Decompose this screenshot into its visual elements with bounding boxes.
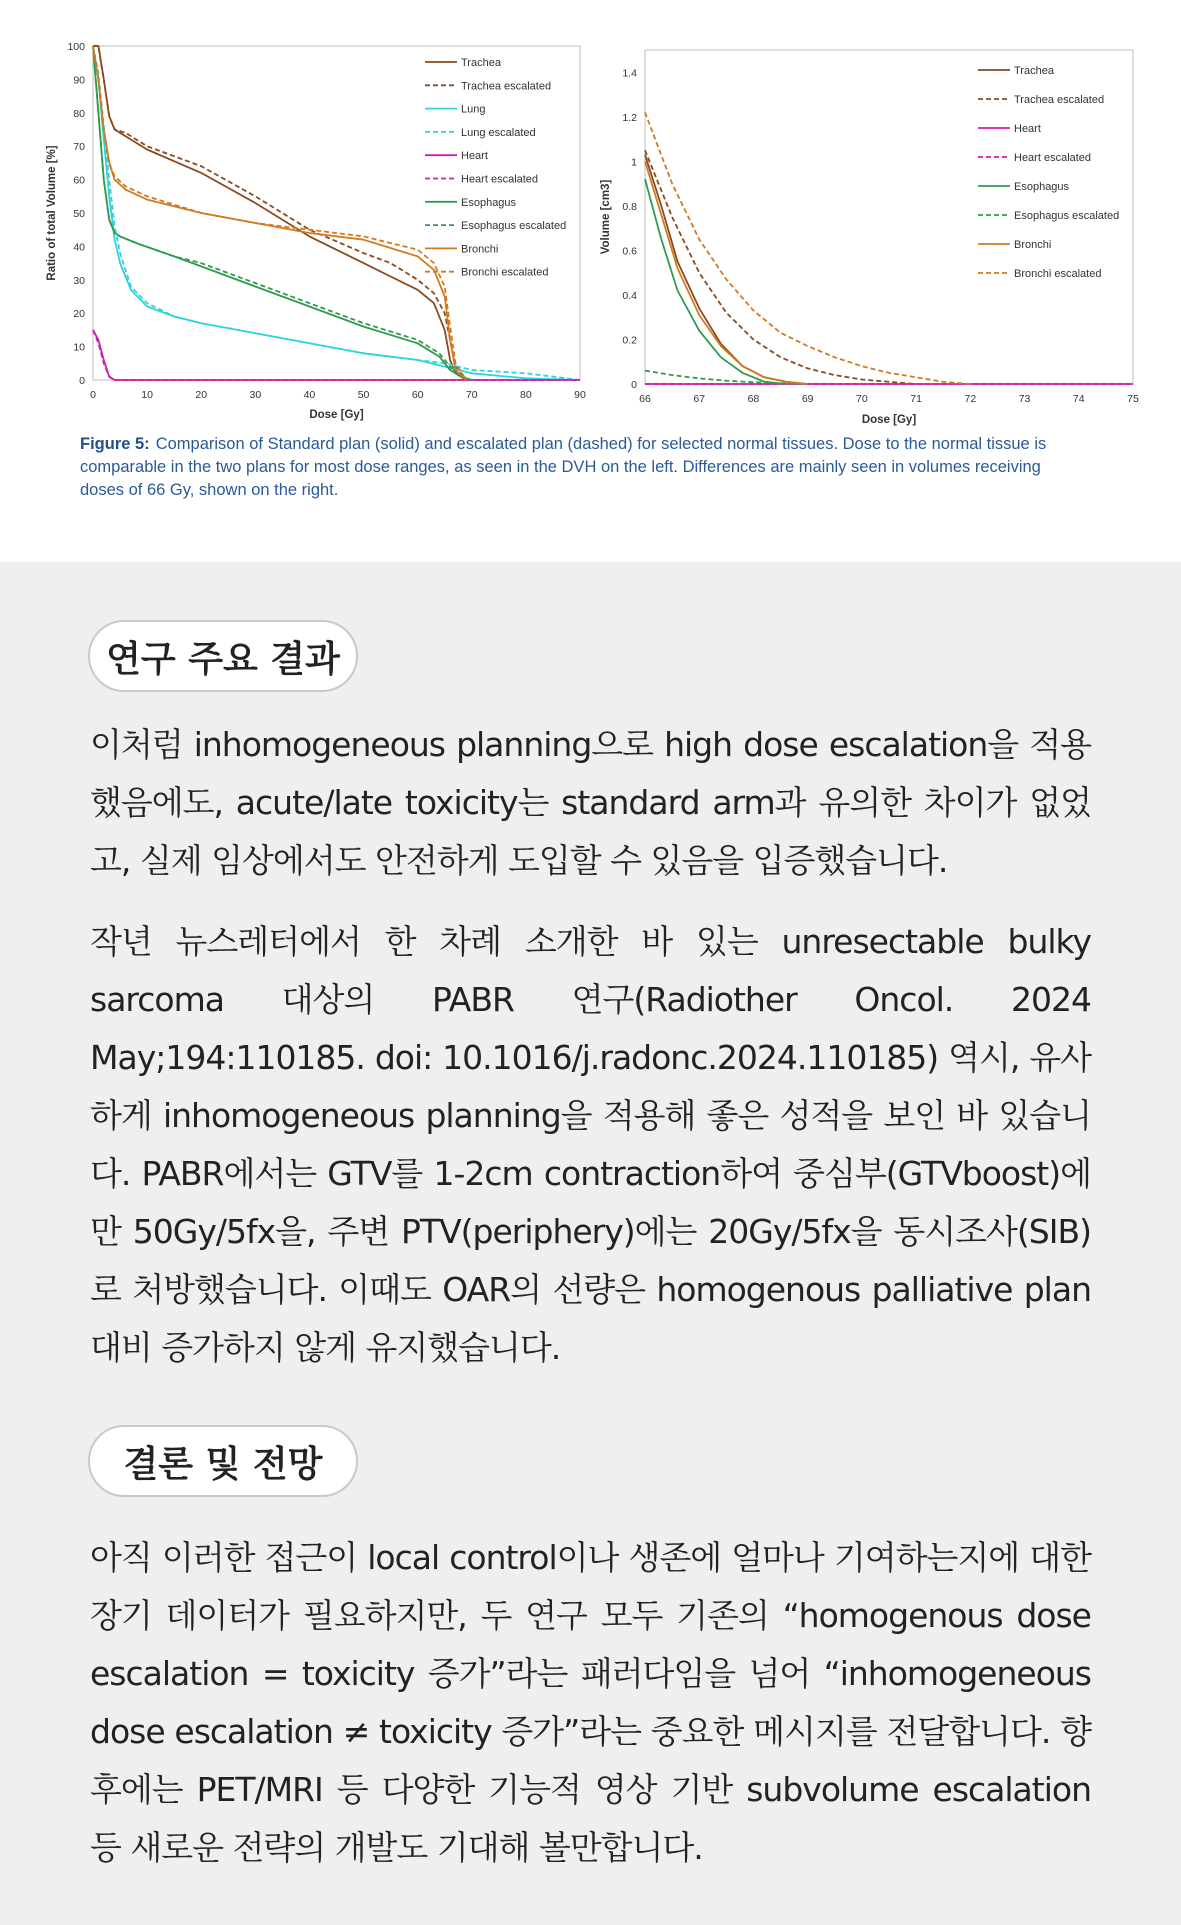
legend-entry: Heart escalated: [461, 173, 539, 186]
section-heading-results: 연구 주요 결과: [88, 620, 358, 692]
legend-entry: Trachea escalated: [461, 80, 552, 93]
y-tick-label: 50: [73, 208, 85, 220]
x-tick-label: 0: [90, 389, 96, 401]
x-tick-label: 50: [357, 389, 370, 401]
y-tick-label: 80: [73, 107, 85, 120]
legend-entry: Bronchi: [461, 243, 499, 256]
y-axis-label: Volume [cm3]: [600, 179, 612, 255]
figure-charts: [0, 0, 1181, 430]
x-tick-label: 73: [1018, 393, 1031, 405]
y-tick-label: 0.8: [622, 200, 637, 213]
y-tick-label: 70: [73, 141, 85, 154]
legend-entry: Lung escalated: [461, 126, 536, 139]
legend-entry: Bronchi: [1014, 239, 1052, 251]
figure-caption: [80, 433, 1080, 502]
x-tick-label: 72: [964, 393, 977, 405]
y-tick-label: 1: [631, 156, 637, 169]
dvh-chart-left: [46, 41, 586, 421]
x-tick-label: 68: [747, 393, 760, 405]
x-tick-label: 20: [195, 389, 208, 401]
results-paragraph-1: 이처럼 inhomogeneous planning으로 high dose escalation을 적용했음에도, acute/late toxicity는 standard arm과 유의한 차이가 없었고, 실제 임상에서도 안전하게 도입할 수 있음을 입증했습니다.: [90, 725, 1091, 880]
legend-entry: Bronchi escalated: [461, 266, 549, 279]
legend-entry: Esophagus escalated: [461, 220, 567, 233]
x-axis-label: Dose [Gy]: [309, 409, 364, 421]
x-tick-label: 80: [520, 389, 532, 401]
x-tick-label: 67: [693, 393, 706, 405]
legend-entry: Trachea escalated: [1014, 94, 1105, 106]
x-tick-label: 66: [639, 393, 651, 405]
y-axis-label: Ratio of total Volume [%]: [46, 145, 58, 281]
y-tick-label: 60: [73, 174, 85, 187]
y-tick-label: 0.6: [622, 245, 637, 258]
x-tick-label: 69: [801, 393, 814, 405]
x-tick-label: 74: [1072, 393, 1085, 405]
y-tick-label: 90: [73, 74, 85, 87]
dvh-chart-right: [600, 50, 1139, 426]
legend-entry: Heart: [461, 150, 488, 163]
legend-entry: Bronchi escalated: [1014, 268, 1102, 280]
y-tick-label: 30: [73, 274, 85, 287]
y-tick-label: 1.2: [622, 111, 637, 124]
legend-entry: Heart: [1014, 123, 1041, 135]
y-tick-label: 1.4: [622, 67, 637, 80]
x-tick-label: 90: [574, 389, 586, 401]
caption-text: Comparison of Standard plan (solid) and escalated plan (dashed) for selected normal tissues. Dose to the normal tissue is comparable in the two plans for most dose ranges, as seen in the DVH on the left. Differences are mainly seen in volumes receiving doses of 66 Gy, shown on the right.: [80, 435, 1047, 499]
x-tick-label: 10: [141, 389, 153, 401]
plot-frame: [93, 46, 580, 380]
y-tick-label: 0.2: [622, 334, 637, 347]
caption-label: Figure 5:: [80, 435, 150, 453]
x-tick-label: 70: [465, 389, 478, 401]
y-tick-label: 0: [631, 379, 637, 391]
y-tick-label: 20: [73, 308, 85, 321]
legend-entry: Esophagus: [461, 196, 517, 209]
y-tick-label: 10: [73, 341, 85, 354]
legend-entry: Esophagus escalated: [1014, 210, 1120, 222]
conclusion-paragraph: 아직 이러한 접근이 local control이나 생존에 얼마나 기여하는지에 대한 장기 데이터가 필요하지만, 두 연구 모두 기존의 “homogenous dose escalation = toxicity 증가”라는 패러다임을 넘어 “inhomogeneous dose escalation ≠ toxicity 증가”라는 중요한 메시지를 전달합니다. 향후에는 PET/MRI 등 다양한 기능적 영상 기반 subvolume escalation 등 새로운 전략의 개발도 기대해 볼만합니다.: [90, 1538, 1091, 1867]
x-tick-label: 30: [249, 389, 262, 401]
legend-entry: Trachea: [461, 57, 501, 69]
x-tick-label: 70: [856, 393, 868, 405]
x-tick-label: 40: [303, 389, 316, 401]
y-tick-label: 0: [79, 375, 85, 387]
section-heading-conclusion: 결론 및 전망: [88, 1425, 358, 1497]
x-axis-label: Dose [Gy]: [861, 414, 917, 426]
legend-entry: Lung: [461, 103, 486, 116]
legend-entry: Trachea: [1014, 65, 1054, 77]
y-tick-label: 40: [73, 241, 85, 254]
x-tick-label: 60: [411, 389, 424, 401]
x-tick-label: 75: [1127, 393, 1139, 405]
y-tick-label: 0.4: [622, 289, 637, 302]
article-body: [0, 562, 1181, 1925]
results-paragraph-2: 작년 뉴스레터에서 한 차례 소개한 바 있는 unresectable bulky sarcoma 대상의 PABR 연구(Radiother Oncol. 2024 May;194:110185. doi: 10.1016/j.radonc.2024.110185) 역시, 유사하게 inhomogeneous planning을 적용해 좋은 성적을 보인 바 있습니다. PABR에서는 GTV를 1-2cm contraction하여 중심부(GTVboost)에만 50Gy/5fx을, 주변 PTV(periphery)에는 20Gy/5fx을 동시조사(SIB)로 처방했습니다. 이때도 OAR의 선량은 homogenous palliative plan 대비 증가하지 않게 유지했습니다.: [90, 922, 1091, 1367]
y-tick-label: 100: [67, 41, 85, 53]
legend-entry: Heart escalated: [1014, 152, 1092, 164]
figure-panel: [0, 0, 1181, 562]
x-tick-label: 71: [910, 393, 922, 405]
legend-entry: Esophagus: [1014, 181, 1070, 193]
